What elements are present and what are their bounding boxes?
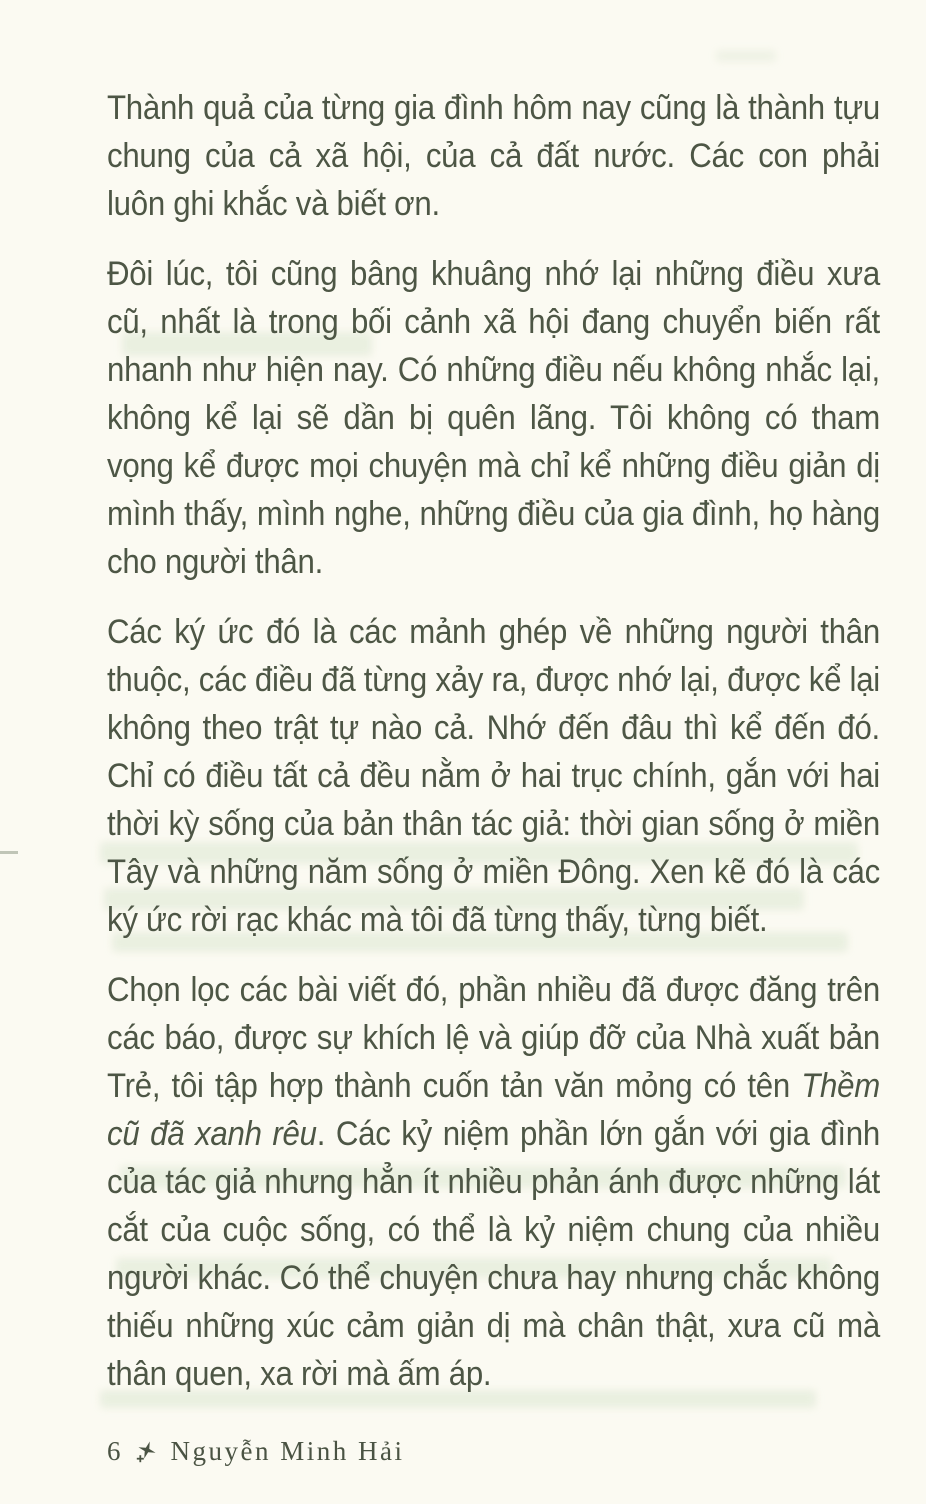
author-name: Nguyễn Minh Hải [170, 1436, 405, 1466]
paragraph-text: Đôi lúc, tôi cũng bâng khuâng nhớ lại những điều xưa cũ, nhất là trong bối cảnh xã hội đang chuyển biến rất nhanh như hiện nay. Có những điều nếu không nhắc lại, không kể lại sẽ dần bị quên lãng. Tôi không có tham vọng kể được mọi chuyện mà chỉ kể những điều giản dị mình thấy, mình nghe, những điều của gia đình, họ hàng cho người thân. [107, 255, 880, 581]
paragraph-2 [107, 250, 880, 586]
book-title-italic: Thềm cũ đã xanh rêu [107, 1067, 880, 1153]
bleedthrough-smudge [716, 50, 776, 62]
page-footer [107, 1436, 404, 1467]
print-artifact-dash [0, 851, 18, 854]
paragraph-text: . Các kỷ niệm phần lớn gắn với gia đình của tác giả nhưng hẳn ít nhiều phản ánh được những lát cắt của cuộc sống, có thể là kỷ niệm chung của nhiều người khác. Có thể chuyện chưa hay nhưng chắc không thiếu những xúc cảm giản dị mà chân thật, xưa cũ mà thân quen, xa rời mà ấm áp. [107, 1115, 880, 1393]
paragraph-text: Thành quả của từng gia đình hôm nay cũng là thành tựu chung của cả xã hội, của cả đất nước. Các con phải luôn ghi khắc và biết ơn. [107, 89, 880, 223]
paragraph-1 [107, 84, 880, 228]
sparkle-star-icon [135, 1439, 157, 1465]
paragraph-text: Chọn lọc các bài viết đó, phần nhiều đã được đăng trên các báo, được sự khích lệ và giúp đỡ của Nhà xuất bản Trẻ, tôi tập hợp thành cuốn tản văn mỏng có tên [107, 971, 880, 1105]
page-number: 6 [107, 1436, 121, 1466]
paragraph-3 [107, 608, 880, 944]
page-text-block [107, 84, 880, 1420]
paragraph-4 [107, 966, 880, 1398]
paragraph-text: Các ký ức đó là các mảnh ghép về những người thân thuộc, các điều đã từng xảy ra, được nhớ lại, được kể lại không theo trật tự nào cả. Nhớ đến đâu thì kể đến đó. Chỉ có điều tất cả đều nằm ở hai trục chính, gắn với hai thời kỳ sống của bản thân tác giả: thời gian sống ở miền Tây và những năm sống ở miền Đông. Xen kẽ đó là các ký ức rời rạc khác mà tôi đã từng thấy, từng biết. [107, 613, 880, 939]
